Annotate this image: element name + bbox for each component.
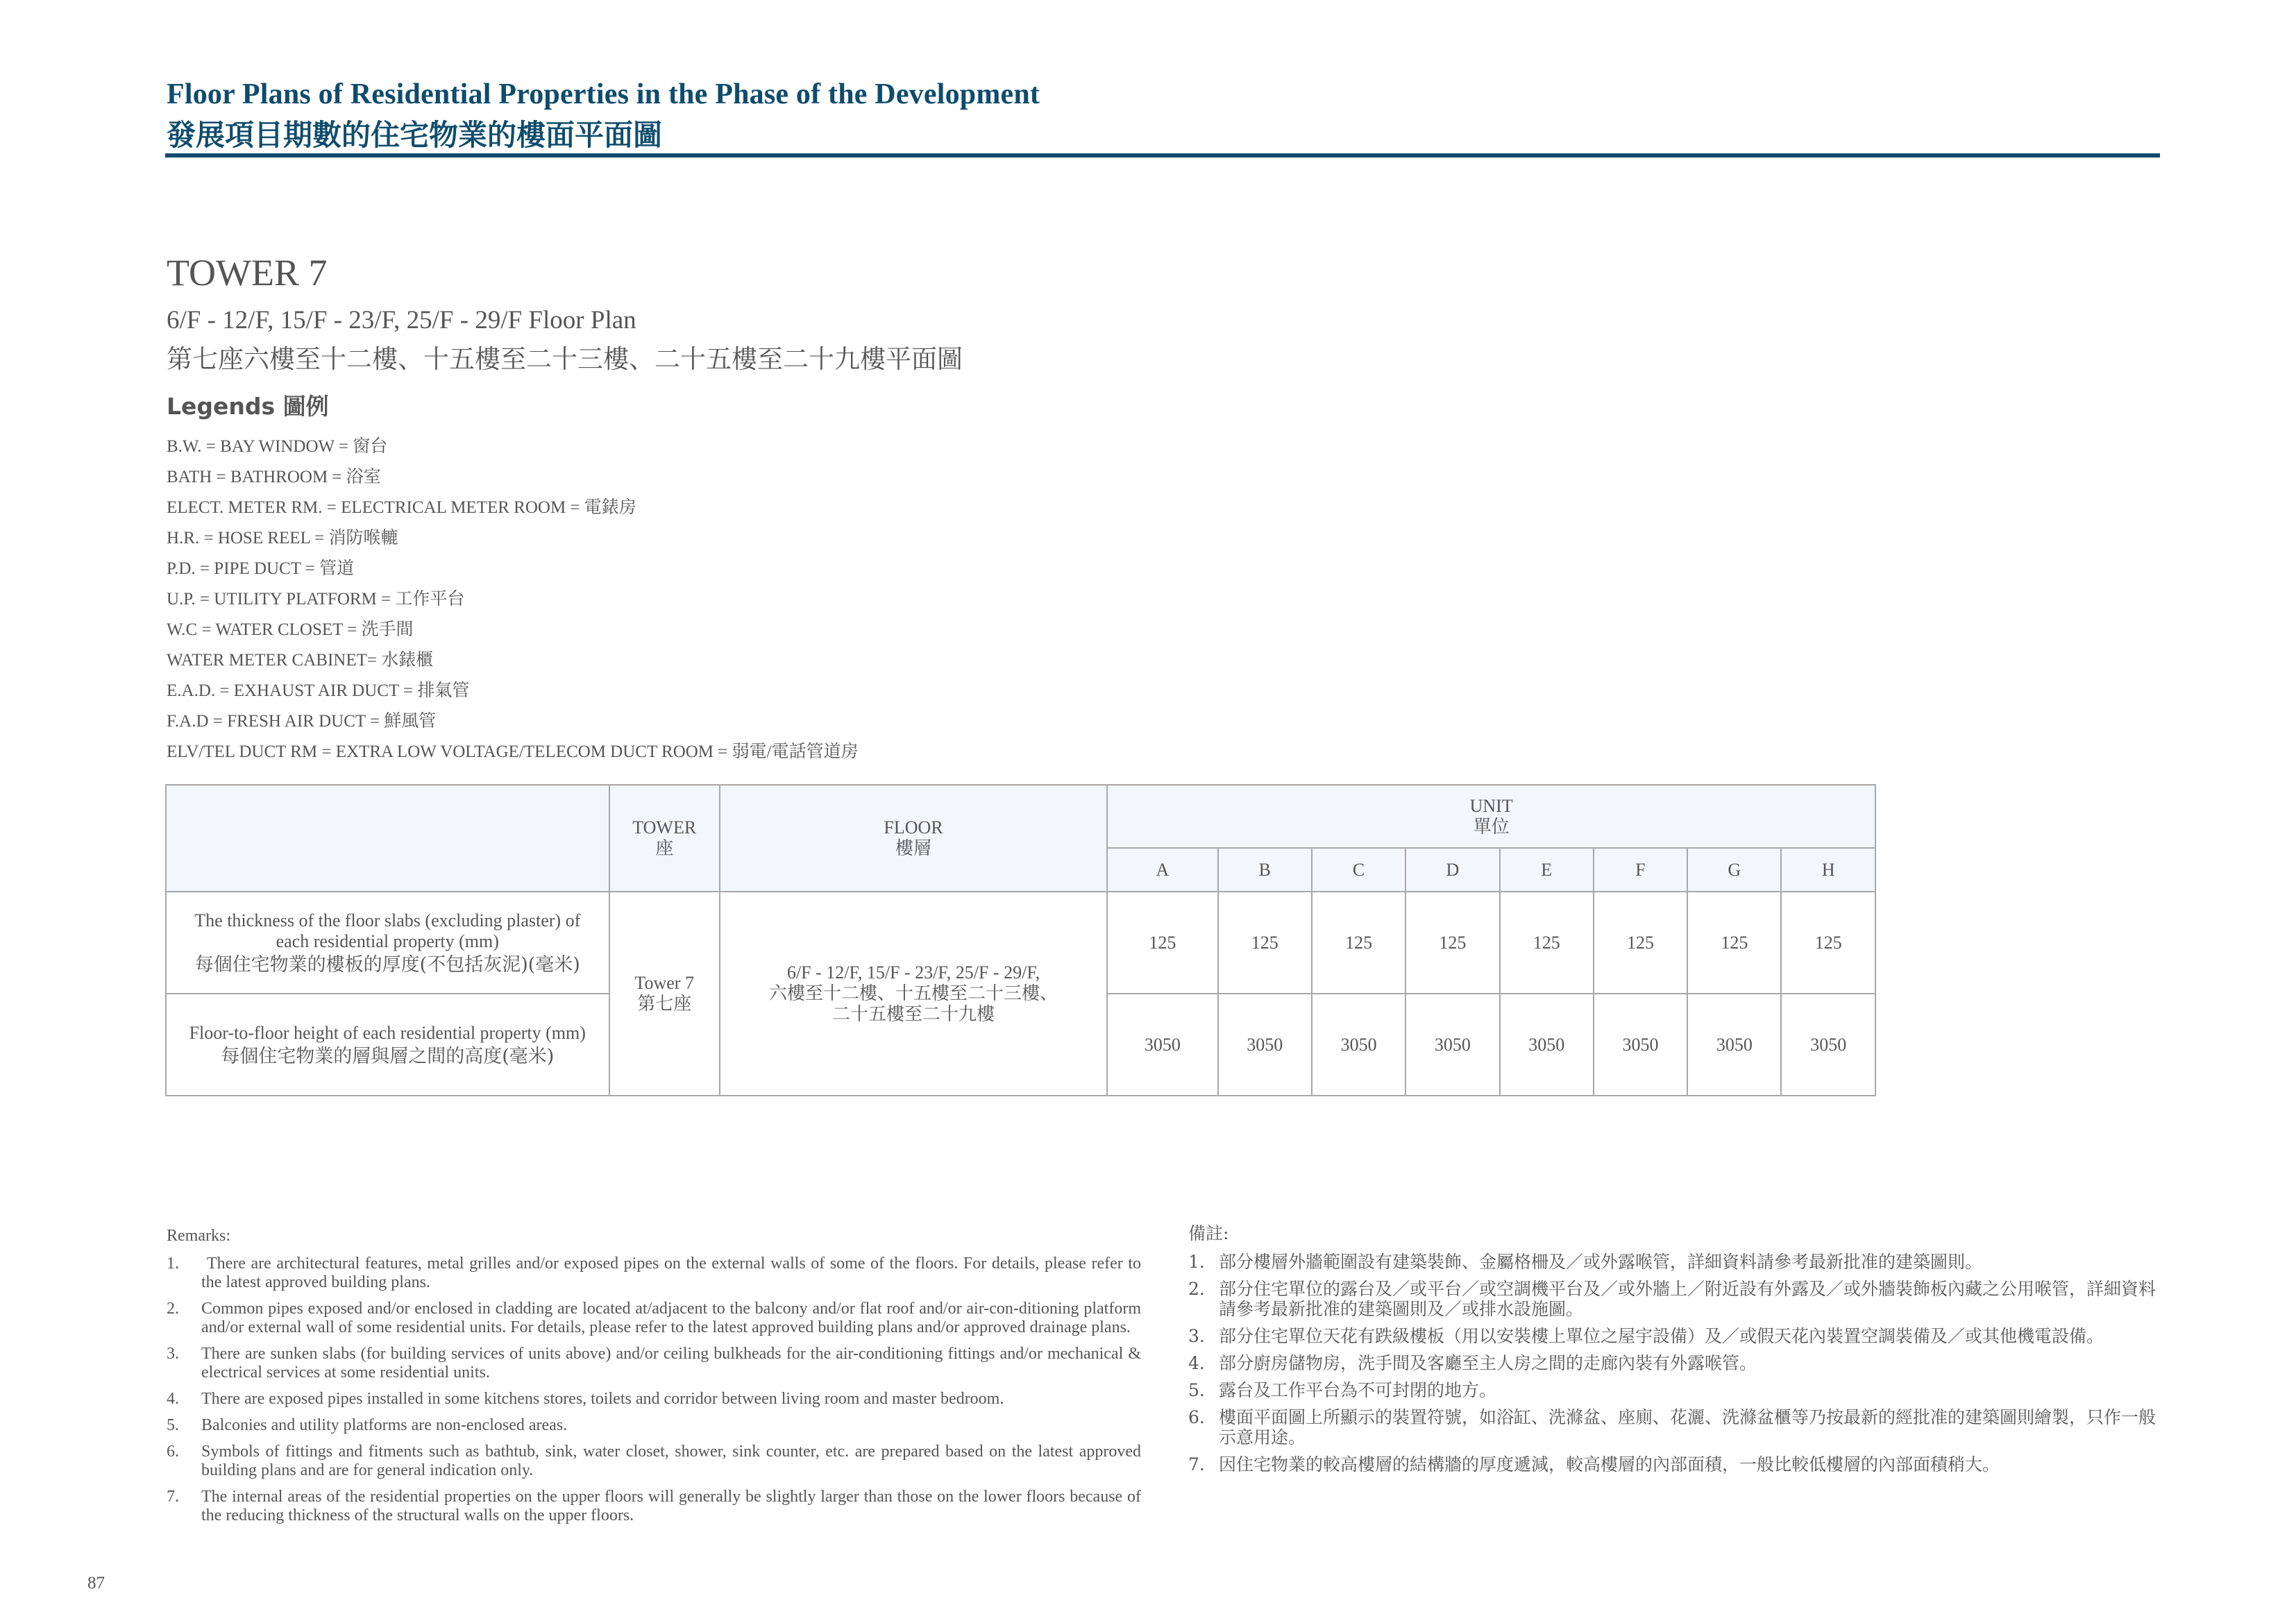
floor-value-zh: 二十五樓至二十九樓 bbox=[832, 1004, 995, 1024]
row-label-slab-thickness bbox=[166, 892, 609, 994]
row-label-floor-height bbox=[166, 994, 609, 1096]
unit-column-header: A bbox=[1107, 848, 1217, 892]
remarks-title-en: Remarks: bbox=[167, 1227, 230, 1245]
remark-item bbox=[167, 1300, 1141, 1337]
slab-thickness-value: 125 bbox=[1781, 892, 1875, 994]
unit-header-zh: 單位 bbox=[1473, 816, 1510, 837]
tower-value-en: Tower 7 bbox=[634, 973, 694, 993]
remark-item bbox=[167, 1345, 1141, 1382]
row-label-zh: 每個住宅物業的樓板的厚度(不包括灰泥)(毫米) bbox=[194, 953, 580, 976]
legend-item: U.P. = UTILITY PLATFORM = 工作平台 bbox=[167, 590, 465, 609]
floor-plan-title-zh: 第七座六樓至十二樓、十五樓至二十三樓、二十五樓至二十九樓平面圖 bbox=[167, 344, 963, 374]
remark-number: 7. bbox=[1188, 1454, 1205, 1475]
floor-spec-table bbox=[165, 784, 1876, 1096]
floor-header-en: FLOOR bbox=[884, 817, 943, 838]
floor-header-zh: 樓層 bbox=[895, 838, 932, 858]
legend-item: BATH = BATHROOM = 浴室 bbox=[167, 468, 381, 486]
remark-item bbox=[167, 1488, 1141, 1525]
remark-number: 6. bbox=[167, 1443, 179, 1461]
row-label-en: Floor-to-floor height of each residential property (mm) bbox=[189, 1022, 586, 1043]
remarks-en bbox=[167, 1225, 1141, 1533]
floor-height-value: 3050 bbox=[1687, 994, 1781, 1096]
floor-value-en: 6/F - 12/F, 15/F - 23/F, 25/F - 29/F, bbox=[786, 962, 1040, 983]
remark-text: 露台及工作平台為不可封閉的地方。 bbox=[1219, 1380, 1497, 1400]
floor-height-value: 3050 bbox=[1312, 994, 1406, 1096]
header-divider bbox=[165, 153, 2160, 158]
remark-item bbox=[1188, 1407, 2160, 1447]
remark-text: Common pipes exposed and/or enclosed in cladding are located at/adjacent to the balcony and/or flat roof and/or air-con-ditioning platform and/or external wall of some residential units. For details, please refer to the latest approved building plans and/or approved drainage plans. bbox=[201, 1300, 1141, 1336]
remark-text: There are architectural features, metal grilles and/or exposed pipes on the external walls of some of the floors. For details, please refer to the latest approved building plans. bbox=[201, 1255, 1141, 1291]
tower-header-en: TOWER bbox=[632, 817, 697, 838]
floor-height-value: 3050 bbox=[1781, 994, 1875, 1096]
slab-thickness-value: 125 bbox=[1594, 892, 1687, 994]
remark-number: 4. bbox=[167, 1390, 179, 1408]
table-row bbox=[166, 892, 1875, 994]
remark-item bbox=[1188, 1353, 2160, 1373]
slab-thickness-value: 125 bbox=[1107, 892, 1217, 994]
unit-column-header: F bbox=[1594, 848, 1687, 892]
unit-column-header: G bbox=[1687, 848, 1781, 892]
floor-height-value: 3050 bbox=[1218, 994, 1312, 1096]
legend-item: W.C = WATER CLOSET = 洗手間 bbox=[167, 620, 414, 639]
remark-text: There are sunken slabs (for building services of units above) and/or ceiling bulkheads for the air-conditioning fittings and/or mechanical & electrical services at some residential units. bbox=[201, 1345, 1141, 1382]
page-number: 87 bbox=[87, 1574, 105, 1592]
legend-item: WATER METER CABINET= 水錶櫃 bbox=[167, 651, 434, 670]
legend-item: H.R. = HOSE REEL = 消防喉轆 bbox=[167, 529, 398, 547]
floor-height-value: 3050 bbox=[1406, 994, 1499, 1096]
remark-text: Balconies and utility platforms are non-enclosed areas. bbox=[201, 1416, 568, 1434]
floor-header bbox=[720, 785, 1107, 892]
remark-item bbox=[167, 1390, 1141, 1409]
remark-number: 3. bbox=[1188, 1326, 1205, 1346]
tower-header-zh: 座 bbox=[655, 838, 674, 858]
remark-item bbox=[167, 1416, 1141, 1435]
floor-height-value: 3050 bbox=[1500, 994, 1594, 1096]
header-title-zh: 發展項目期數的住宅物業的樓面平面圖 bbox=[167, 118, 663, 152]
remarks-list-zh bbox=[1188, 1252, 2160, 1475]
remarks-zh bbox=[1188, 1223, 2160, 1481]
unit-column-header: C bbox=[1312, 848, 1406, 892]
floor-plan-title-en: 6/F - 12/F, 15/F - 23/F, 25/F - 29/F Floor Plan bbox=[167, 306, 636, 334]
remark-number: 7. bbox=[167, 1488, 179, 1506]
remark-text: 因住宅物業的較高樓層的結構牆的厚度遞減，較高樓層的內部面積，一般比較低樓層的內部面積稍大。 bbox=[1219, 1454, 2000, 1475]
remark-text: Symbols of fittings and fitments such as bathtub, sink, water closet, shower, sink counter, etc. are prepared based on the latest approved building plans and are for general indication only. bbox=[201, 1443, 1141, 1479]
legend-item: ELECT. METER RM. = ELECTRICAL METER ROOM = 電錶房 bbox=[167, 498, 636, 517]
remark-number: 2. bbox=[1188, 1279, 1205, 1299]
tower-value-cell bbox=[609, 892, 720, 1096]
unit-column-header: D bbox=[1406, 848, 1499, 892]
tower-header bbox=[609, 785, 720, 892]
remark-number: 4. bbox=[1188, 1353, 1205, 1373]
remark-text: The internal areas of the residential properties on the upper floors will generally be slightly larger than those on the lower floors because of the reducing thickness of the structural walls on the upper floors. bbox=[201, 1488, 1141, 1524]
legend-item: ELV/TEL DUCT RM = EXTRA LOW VOLTAGE/TELECOM DUCT ROOM = 弱電/電話管道房 bbox=[167, 742, 859, 761]
remark-item bbox=[1188, 1326, 2160, 1346]
remark-number: 1. bbox=[1188, 1252, 1205, 1272]
slab-thickness-value: 125 bbox=[1312, 892, 1406, 994]
unit-column-header: B bbox=[1218, 848, 1312, 892]
remark-text: 部分住宅單位的露台及／或平台／或空調機平台及／或外牆上／附近設有外露及／或外牆裝飾板內藏之公用喉管，詳細資料請參考最新批准的建築圖則及／或排水設施圖。 bbox=[1219, 1279, 2156, 1319]
table-corner-cell bbox=[166, 785, 609, 892]
remarks-list-en bbox=[167, 1255, 1141, 1525]
legends-title: Legends 圖例 bbox=[167, 393, 329, 420]
remark-item bbox=[1188, 1454, 2160, 1475]
remark-text: 樓面平面圖上所顯示的裝置符號，如浴缸、洗滌盆、座廁、花灑、洗滌盆櫃等乃按最新的經批准的建築圖則繪製，只作一般示意用途。 bbox=[1219, 1407, 2156, 1447]
floor-height-value: 3050 bbox=[1594, 994, 1687, 1096]
legend-item: B.W. = BAY WINDOW = 窗台 bbox=[167, 437, 388, 456]
remarks-title-zh: 備註: bbox=[1188, 1223, 1229, 1243]
remark-number: 1. bbox=[167, 1255, 179, 1273]
remark-number: 5. bbox=[1188, 1380, 1205, 1400]
remark-item bbox=[1188, 1279, 2160, 1319]
remark-number: 5. bbox=[167, 1416, 179, 1434]
tower-title: TOWER 7 bbox=[167, 252, 328, 294]
remark-text: There are exposed pipes installed in some kitchens stores, toilets and corridor between living room and master bedroom. bbox=[201, 1390, 1004, 1408]
remark-item bbox=[167, 1255, 1141, 1292]
row-label-zh: 每個住宅物業的層與層之間的高度(毫米) bbox=[221, 1045, 555, 1067]
remark-number: 6. bbox=[1188, 1407, 1205, 1427]
unit-column-header: E bbox=[1500, 848, 1594, 892]
remark-item bbox=[167, 1443, 1141, 1480]
slab-thickness-value: 125 bbox=[1218, 892, 1312, 994]
remark-text: 部分廚房儲物房，洗手間及客廳至主人房之間的走廊內裝有外露喉管。 bbox=[1219, 1353, 1757, 1373]
remark-number: 3. bbox=[167, 1345, 179, 1363]
remark-item bbox=[1188, 1380, 2160, 1400]
remark-number: 2. bbox=[167, 1300, 179, 1318]
unit-column-header: H bbox=[1781, 848, 1875, 892]
slab-thickness-value: 125 bbox=[1687, 892, 1781, 994]
slab-thickness-value: 125 bbox=[1406, 892, 1499, 994]
remark-text: 部分樓層外牆範圍設有建築裝飾、金屬格柵及／或外露喉管，詳細資料請參考最新批准的建築圖則。 bbox=[1219, 1252, 1983, 1272]
tower-value-zh: 第七座 bbox=[637, 994, 692, 1014]
unit-header bbox=[1107, 785, 1875, 848]
legends-list bbox=[167, 432, 859, 767]
slab-thickness-value: 125 bbox=[1500, 892, 1594, 994]
remark-text: 部分住宅單位天花有跌級樓板（用以安裝樓上單位之屋宇設備）及／或假天花內裝置空調裝備及／或其他機電設備。 bbox=[1219, 1326, 2104, 1346]
legend-item: P.D. = PIPE DUCT = 管道 bbox=[167, 559, 355, 578]
legend-item: F.A.D = FRESH AIR DUCT = 鮮風管 bbox=[167, 712, 437, 731]
unit-header-en: UNIT bbox=[1469, 795, 1513, 816]
remark-item bbox=[1188, 1252, 2160, 1272]
header-title-en: Floor Plans of Residential Properties in the Phase of the Development bbox=[167, 78, 1040, 110]
floor-height-value: 3050 bbox=[1107, 994, 1217, 1096]
row-label-en: The thickness of the floor slabs (excluding plaster) of each residential property (mm) bbox=[194, 910, 581, 951]
floor-value-zh: 六樓至十二樓、十五樓至二十三樓、 bbox=[769, 983, 1058, 1003]
legend-item: E.A.D. = EXHAUST AIR DUCT = 排氣管 bbox=[167, 681, 470, 700]
floor-value-cell bbox=[720, 892, 1107, 1096]
